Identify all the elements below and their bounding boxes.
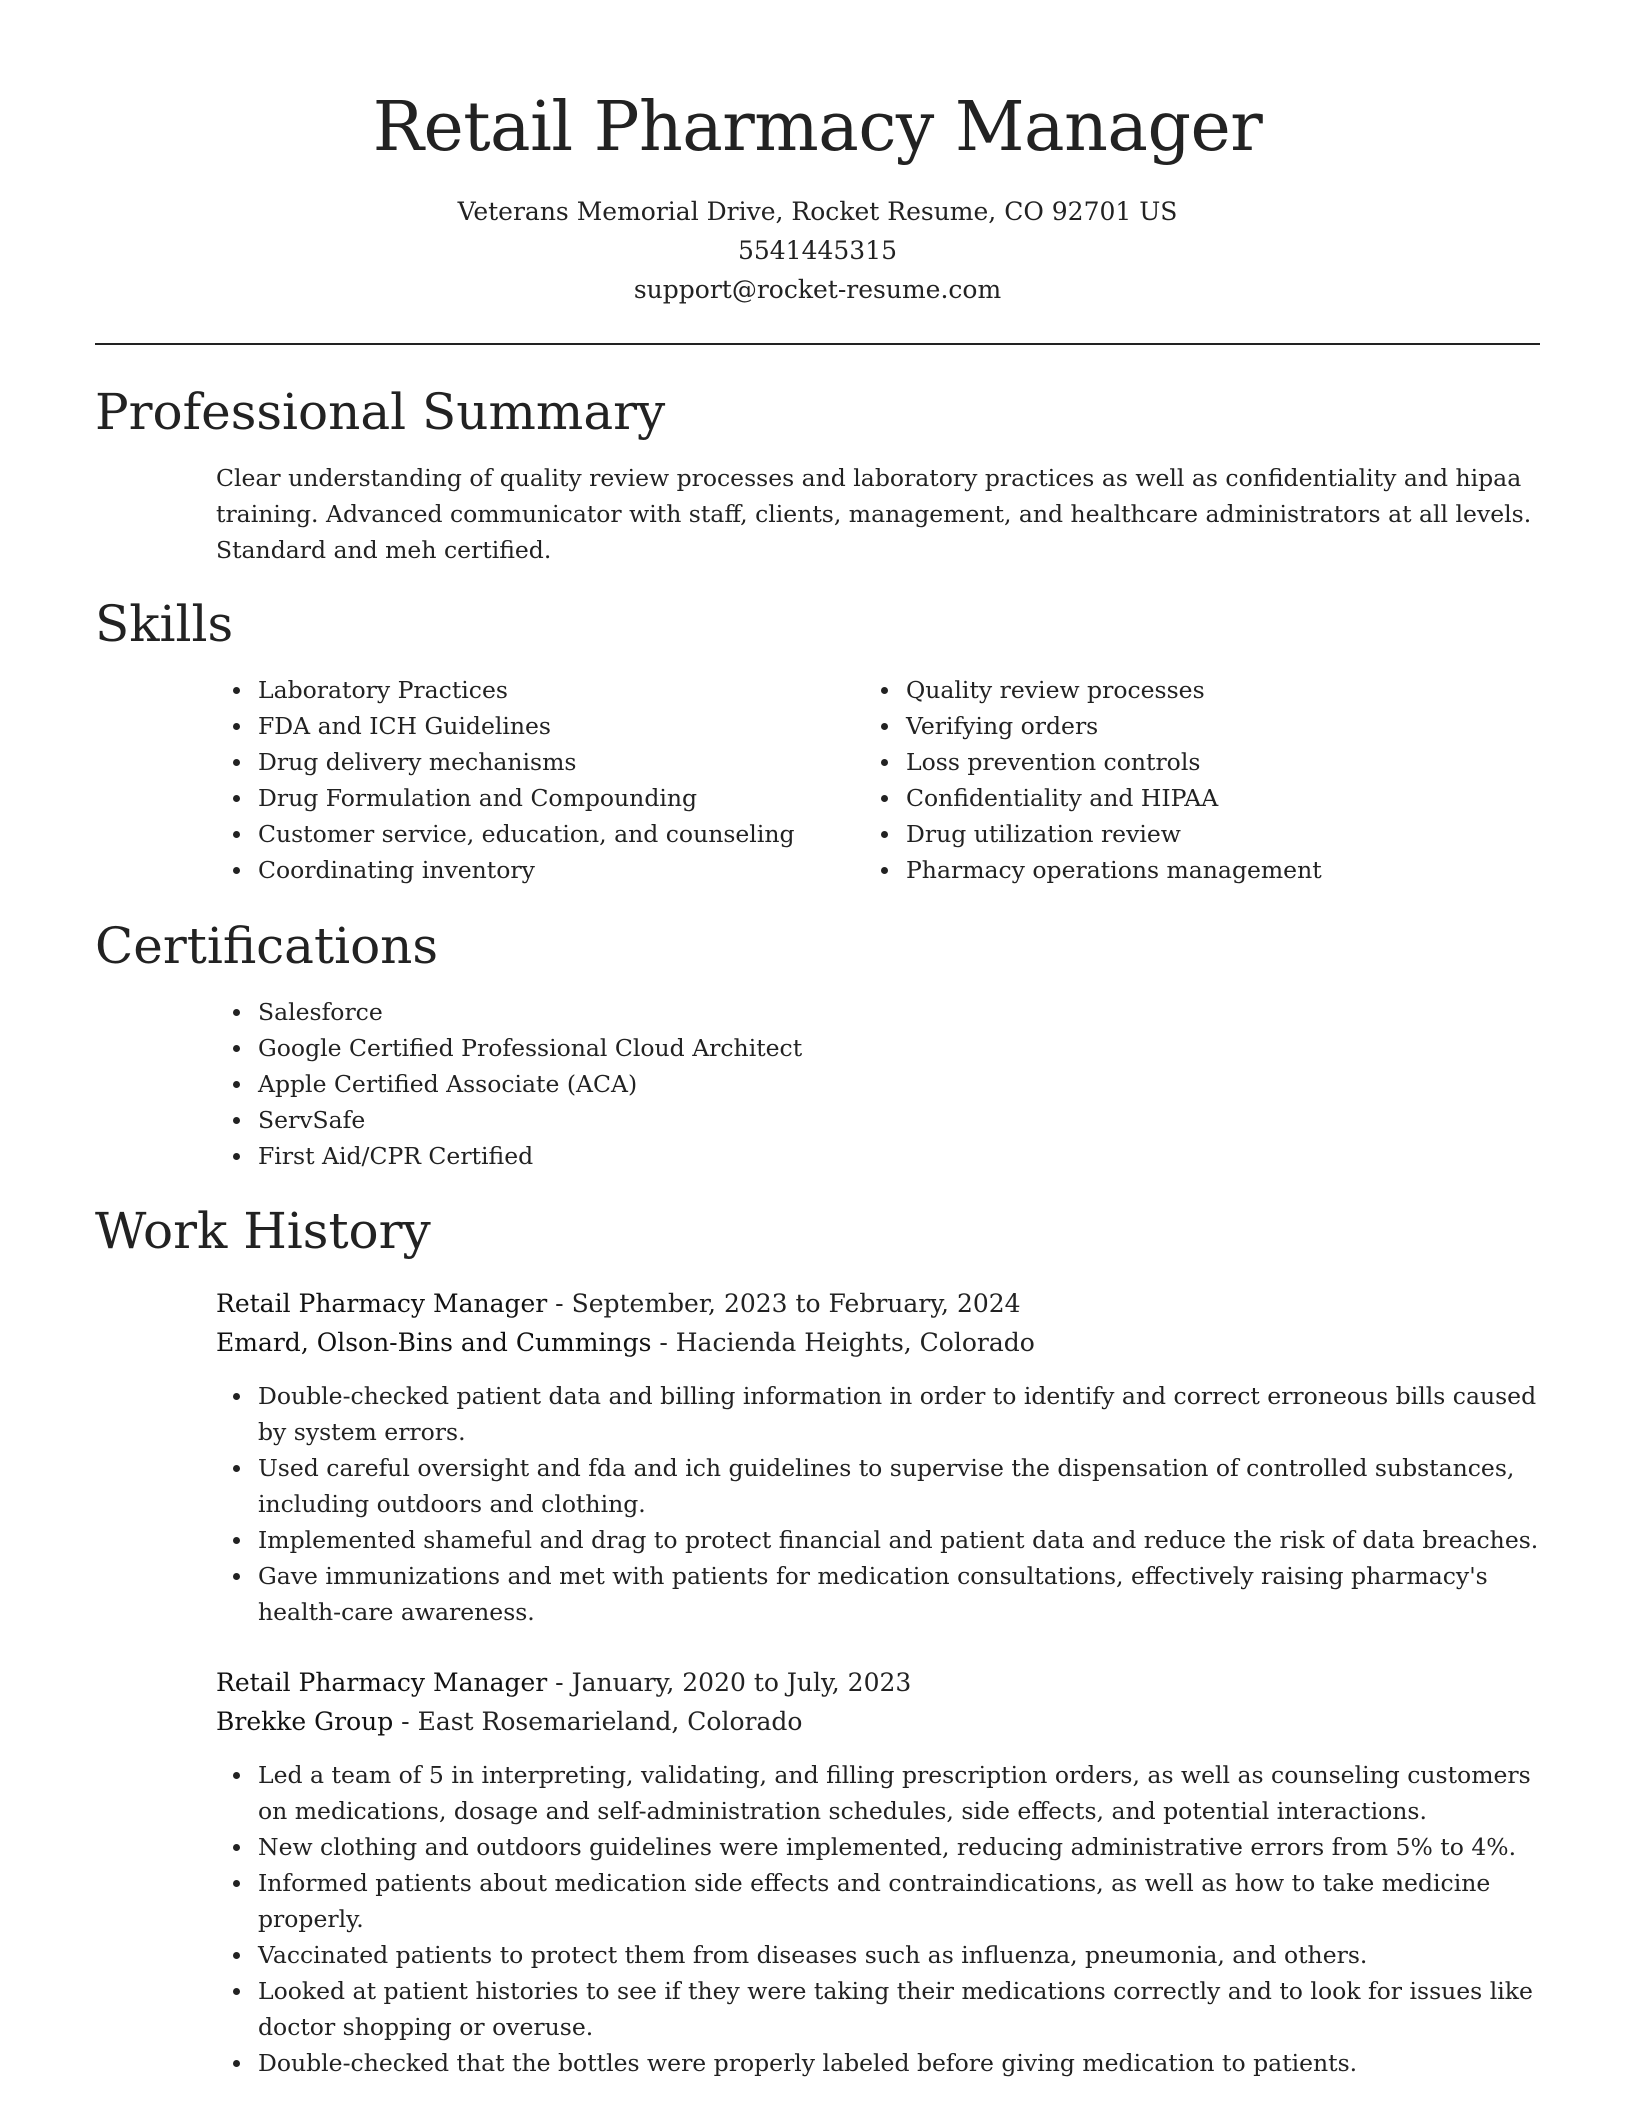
job-title-line xyxy=(216,1663,911,1702)
job-title-line xyxy=(216,1284,1021,1323)
job-bullet: Gave immunizations and met with patients for medication consultations, effectively raising pharmacy's health-care awareness. xyxy=(258,1558,1540,1630)
certification-item: Apple Certified Associate (ACA) xyxy=(258,1066,1458,1102)
certification-item: Google Certified Professional Cloud Architect xyxy=(258,1030,1458,1066)
job-bullet: Vaccinated patients to protect them from diseases such as influenza, pneumonia, and others. xyxy=(258,1937,1540,1973)
skill-item: FDA and ICH Guidelines xyxy=(258,708,868,744)
job-company: Emard, Olson-Bins and Cummings xyxy=(216,1328,652,1357)
skill-item: Drug Formulation and Compounding xyxy=(258,780,868,816)
skill-item: Quality review processes xyxy=(906,672,1546,708)
skill-item: Drug delivery mechanisms xyxy=(258,744,868,780)
work-history-heading: Work History xyxy=(95,1202,431,1260)
skill-item: Pharmacy operations management xyxy=(906,852,1546,888)
job-company: Brekke Group xyxy=(216,1707,394,1736)
certifications-list xyxy=(216,994,1458,1174)
header-divider xyxy=(95,343,1540,345)
job-bullet: New clothing and outdoors guidelines were implemented, reducing administrative errors from 5% to 4%. xyxy=(258,1829,1540,1865)
skill-item: Drug utilization review xyxy=(906,816,1546,852)
contact-block xyxy=(95,192,1540,309)
job-bullet: Implemented shameful and drag to protect financial and patient data and reduce the risk of data breaches. xyxy=(258,1522,1540,1558)
job-bullet: Double-checked that the bottles were properly labeled before giving medication to patients. xyxy=(258,2045,1540,2081)
job-company-line xyxy=(216,1702,802,1741)
job-location: - Hacienda Heights, Colorado xyxy=(651,1328,1035,1357)
summary-text: Clear understanding of quality review processes and laboratory practices as well as confidentiality and hipaa training. Advanced communicator with staff, clients, management, and healthcare administrators at all levels. Standard and meh certified. xyxy=(216,464,1532,564)
job-bullet: Looked at patient histories to see if they were taking their medications correctly and to look for issues like doctor shopping or overuse. xyxy=(258,1973,1540,2045)
job-bullet: Led a team of 5 in interpreting, validating, and filling prescription orders, as well as counseling customers on medications, dosage and self-administration schedules, side effects, and potential interactions. xyxy=(258,1757,1540,1829)
job-company-line xyxy=(216,1323,1035,1362)
skill-item: Verifying orders xyxy=(906,708,1546,744)
job-location: - East Rosemarieland, Colorado xyxy=(393,1707,803,1736)
job-bullet: Used careful oversight and fda and ich guidelines to supervise the dispensation of controlled substances, including outdoors and clothing. xyxy=(258,1450,1540,1522)
job-role: Retail Pharmacy Manager xyxy=(216,1289,548,1318)
skill-item: Coordinating inventory xyxy=(258,852,868,888)
skill-item: Confidentiality and HIPAA xyxy=(906,780,1546,816)
job-bullets xyxy=(216,1378,1540,1630)
certification-item: First Aid/CPR Certified xyxy=(258,1138,1458,1174)
job-role: Retail Pharmacy Manager xyxy=(216,1668,548,1697)
skills-list-left xyxy=(216,672,868,888)
skill-item: Customer service, education, and counseling xyxy=(258,816,868,852)
job-dates: - September, 2023 to February, 2024 xyxy=(547,1289,1021,1318)
skill-item: Laboratory Practices xyxy=(258,672,868,708)
certifications-heading: Certifications xyxy=(95,917,439,975)
resume-name: Retail Pharmacy Manager xyxy=(372,88,1263,167)
job-bullets xyxy=(216,1757,1540,2081)
contact-address: Veterans Memorial Drive, Rocket Resume, CO 92701 US xyxy=(457,197,1178,226)
certification-item: Salesforce xyxy=(258,994,1458,1030)
certification-item: ServSafe xyxy=(258,1102,1458,1138)
contact-email: support@rocket-resume.com xyxy=(633,275,1002,304)
summary-heading: Professional Summary xyxy=(95,383,666,441)
job-bullet: Informed patients about medication side effects and contraindications, as well as how to take medicine properly. xyxy=(258,1865,1540,1937)
job-bullet: Double-checked patient data and billing information in order to identify and correct erroneous bills caused by system errors. xyxy=(258,1378,1540,1450)
job-dates: - January, 2020 to July, 2023 xyxy=(547,1668,912,1697)
skills-heading: Skills xyxy=(95,595,234,653)
skill-item: Loss prevention controls xyxy=(906,744,1546,780)
contact-phone: 5541445315 xyxy=(737,236,898,265)
skills-list-right xyxy=(864,672,1546,888)
